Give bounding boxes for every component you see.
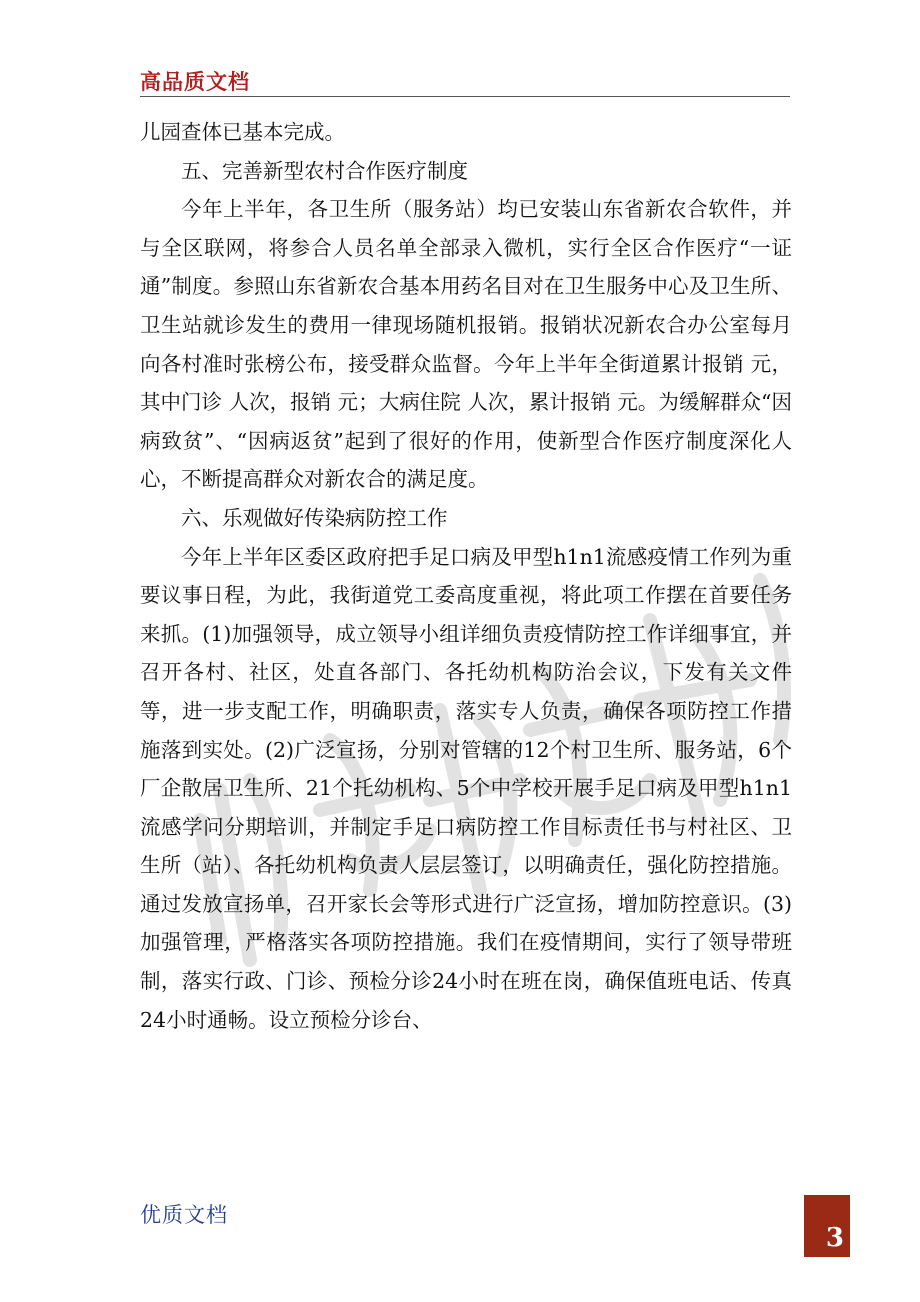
header-title: 高品质文档 (140, 70, 250, 94)
page-header (140, 62, 790, 97)
paragraph: 五、完善新型农村合作医疗制度 (181, 158, 468, 183)
page-number: 3 (804, 1195, 850, 1257)
paragraph: 今年上半年，各卫生所（服务站）均已安装山东省新农合软件，并与全区联网，将参合人员名单全部录入微机，实行全区合作医疗“一证通”制度。参照山东省新农合基本用药名目对在卫生服务中心及卫生所、卫生站就诊发生的费用一律现场随机报销。报销状况新农合办公室每月向各村准时张榜公布，接受群众监督。今年上半年全街道累计报销 元，其中门诊 人次，报销 元；大病住院 人次，累计报销 元。为缓解群众“因病致贫”、“因病返贫”起到了很好的作用，使新型合作医疗制度深化人心，不断提高群众对新农合的满足度。 (140, 197, 792, 492)
page-footer (140, 1195, 844, 1255)
document-body (140, 113, 792, 1039)
paragraph: 儿园查体已基本完成。 (140, 120, 345, 144)
paragraph: 六、乐观做好传染病防控工作 (181, 505, 448, 530)
paragraph: 今年上半年区委区政府把手足口病及甲型h1n1流感疫情工作列为重要议事日程，为此，我街道党工委高度重视，将此项工作摆在首要任务来抓。(1)加强领导，成立领导小组详细负责疫情防控工作详细事宜，并召开各村、社区，处直各部门、各托幼机构防治会议，下发有关文件等，进一步支配工作，明确职责，落实专人负责，确保各项防控工作措施落到实处。(2)广泛宣扬，分别对管辖的12个村卫生所、服务站，6个厂企散居卫生所、21个托幼机构、5个中学校开展手足口病及甲型h1n1流感学问分期培训，并制定手足口病防控工作目标责任书与村社区、卫生所（站）、各托幼机构负责人层层签订，以明确责任，强化防控措施。通过发放宣扬单，召开家长会等形式进行广泛宣扬，增加防控意识。(3)加强管理，严格落实各项防控措施。我们在疫情期间，实行了领导带班制，落实行政、门诊、预检分诊24小时在班在岗，确保值班电话、传真24小时通畅。设立预检分诊台、 (140, 544, 792, 1032)
footer-title: 优质文档 (140, 1203, 228, 1227)
